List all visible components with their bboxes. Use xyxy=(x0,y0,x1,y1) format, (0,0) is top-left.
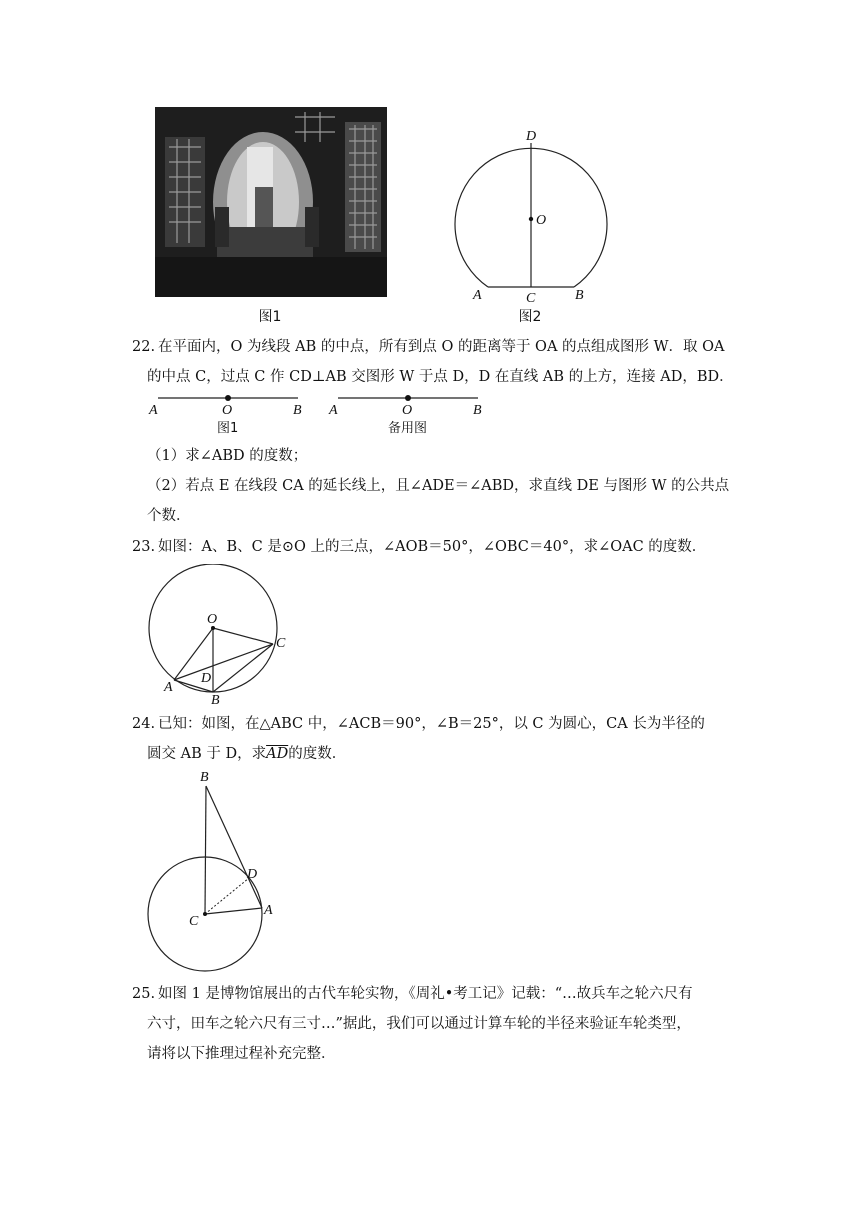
q25-line2: 六寸，田车之轮六尺有三寸…”据此，我们可以通过计算车轮的半径来验证车轮类型， xyxy=(147,1016,691,1032)
q23-text: 如图：A、B、C 是⊙O 上的三点，∠AOB＝50°，∠OBC＝40°，求∠OAC 的度数． xyxy=(158,539,707,555)
window-photo xyxy=(155,107,387,297)
seg2-label-B: B xyxy=(473,403,482,418)
seg1-label-B: B xyxy=(293,403,302,418)
label-O: O xyxy=(536,213,547,228)
q22-number: 22. xyxy=(132,339,156,355)
q24-number: 24. xyxy=(132,716,156,732)
seg2-caption: 备用图 xyxy=(388,421,428,436)
label-D: D xyxy=(526,129,537,144)
fig2-caption: 图2 xyxy=(518,309,542,325)
q25-line3: 请将以下推理过程补充完整． xyxy=(147,1046,336,1062)
fig1-caption: 图1 xyxy=(258,309,282,325)
q24-line2 xyxy=(147,744,346,764)
seg2-label-O: O xyxy=(402,403,413,418)
q24-line2-pre: 圆交 AB 于 D，求 xyxy=(147,746,267,762)
seg2-label-A: A xyxy=(329,403,338,418)
label-A: A xyxy=(473,288,482,303)
q24-line1: 已知：如图，在△ABC 中，∠ACB＝90°，∠B＝25°，以 C 为圆心，CA 长为半径的 xyxy=(158,716,705,732)
q23-label-D: D xyxy=(201,671,212,686)
q23-label-B: B xyxy=(211,693,220,706)
q23-number: 23. xyxy=(132,539,156,555)
label-B: B xyxy=(575,288,584,303)
segment-figure-1 xyxy=(146,392,316,437)
seg1-label-A: A xyxy=(149,403,158,418)
q22-line1: 在平面内，O 为线段 AB 的中点，所有到点 O 的距离等于 OA 的点组成图形 W．取 OA xyxy=(158,339,725,355)
q22-part1: （1）求∠ABD 的度数； xyxy=(147,448,308,464)
circle-diagram-q23 xyxy=(145,564,295,706)
q24-label-C: C xyxy=(189,914,199,929)
q22-line2: 的中点 C，过点 C 作 CD⊥AB 交图形 W 于点 D，D 在直线 AB 的上方，连接 AD，BD． xyxy=(147,369,734,385)
q25-line1: 如图 1 是博物馆展出的古代车轮实物，《周礼•考工记》记载：“…故兵车之轮六尺有 xyxy=(158,986,693,1002)
q24-label-A: A xyxy=(264,903,273,918)
q24-arc-label: $\overline{AD}$ xyxy=(266,746,289,762)
q22-part2-line1: （2）若点 E 在线段 CA 的延长线上，且∠ADE＝∠ABD，求直线 DE 与图形 W 的公共点 xyxy=(147,478,730,494)
q23-label-C: C xyxy=(276,636,286,651)
seg1-label-O: O xyxy=(222,403,233,418)
window-photo-drawing xyxy=(155,107,387,297)
q24-label-B: B xyxy=(200,770,209,785)
circle-diagram-fig2 xyxy=(448,126,618,331)
q22-part2-line2: 个数． xyxy=(147,508,191,524)
q24-line2-post: 的度数． xyxy=(288,746,347,762)
triangle-circle-diagram-q24 xyxy=(145,768,285,973)
seg1-caption: 图1 xyxy=(217,421,239,436)
q25-number: 25. xyxy=(132,986,156,1002)
segment-figure-backup xyxy=(326,392,496,437)
label-C: C xyxy=(526,291,536,306)
q24-label-D: D xyxy=(247,867,258,882)
q23-label-O: O xyxy=(207,612,218,627)
q23-label-A: A xyxy=(164,680,173,695)
